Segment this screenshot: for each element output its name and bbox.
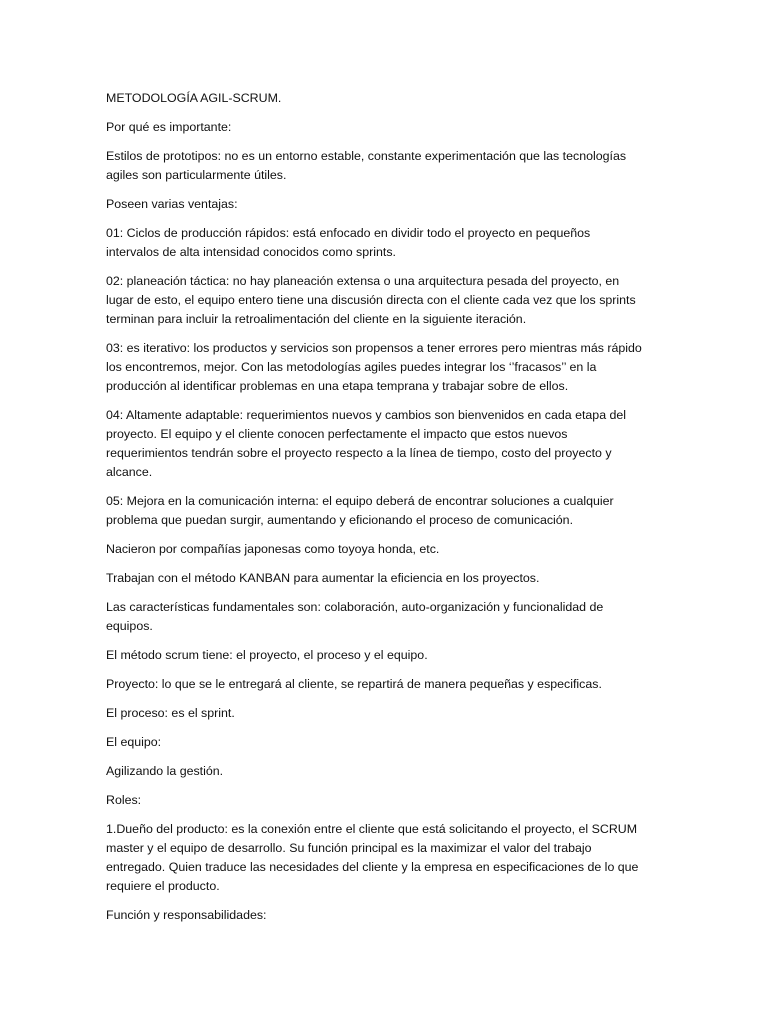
paragraph-prototype-styles: Estilos de prototipos: no es un entorno estable, constante experimentación que las tecnologías agiles son particularmente útiles. xyxy=(106,149,627,182)
paragraph-advantage-05: 05: Mejora en la comunicación interna: el equipo deberá de encontrar soluciones a cualquier problema que puedan surgir, aumentando y eficionando el proceso de comunicación. xyxy=(106,494,614,527)
paragraph-product-owner: 1.Dueño del producto: es la conexión entre el cliente que está solicitando el proyecto, el SCRUM master y el equipo de desarrollo. Su función principal es la maximizar el valor del trabajo entregado. Quien traduce las necesidades del cliente y la empresa en especificaciones de lo que requiere el producto. xyxy=(106,822,639,893)
paragraph-roles-heading: Roles: xyxy=(106,793,142,807)
paragraph-functions-heading: Función y responsabilidades: xyxy=(106,908,267,922)
paragraph-project: Proyecto: lo que se le entregará al cliente, se repartirá de manera pequeñas y especificas. xyxy=(106,677,602,691)
paragraph-advantage-04: 04: Altamente adaptable: requerimientos nuevos y cambios son bienvenidos en cada etapa del proyecto. El equipo y el cliente conocen perfectamente el impacto que estos nuevos requerimientos tendrán sobre el proyecto respecto a la línea de tiempo, costo del proyecto y alcance. xyxy=(106,408,627,479)
paragraph-importance-heading: Por qué es importante: xyxy=(106,120,232,134)
paragraph-advantage-01: 01: Ciclos de producción rápidos: está enfocado en dividir todo el proyecto en pequeños intervalos de alta intensidad conocidos como sprints. xyxy=(106,226,591,259)
paragraph-team: El equipo: xyxy=(106,735,162,749)
paragraph-advantage-03: 03: es iterativo: los productos y servicios son propensos a tener errores pero mientras más rápido los encontremos, mejor. Con las metodologías agiles puedes integrar los ‘’fracasos’’ en la producción al identificar problemas en una etapa temprana y trabajar sobre de ellos. xyxy=(106,341,642,393)
paragraph-characteristics: Las características fundamentales son: colaboración, auto-organización y funcionalidad de equipos. xyxy=(106,600,604,633)
paragraph-advantage-02: 02: planeación táctica: no hay planeación extensa o una arquitectura pesada del proyecto, en lugar de esto, el equipo entero tiene una discusión directa con el cliente cada vez que los sprints terminan para incluir la retroalimentación del cliente en la siguiente iteración. xyxy=(106,274,636,326)
paragraph-origin: Nacieron por compañías japonesas como toyoya honda, etc. xyxy=(106,542,440,556)
paragraph-agile-management: Agilizando la gestión. xyxy=(106,764,224,778)
paragraph-scrum-method: El método scrum tiene: el proyecto, el proceso y el equipo. xyxy=(106,648,428,662)
document-title: METODOLOGÍA AGIL-SCRUM. xyxy=(106,91,282,105)
paragraph-process: El proceso: es el sprint. xyxy=(106,706,235,720)
paragraph-advantages-heading: Poseen varias ventajas: xyxy=(106,197,238,211)
paragraph-kanban: Trabajan con el método KANBAN para aumentar la eficiencia en los proyectos. xyxy=(106,571,540,585)
document-body xyxy=(106,89,646,935)
